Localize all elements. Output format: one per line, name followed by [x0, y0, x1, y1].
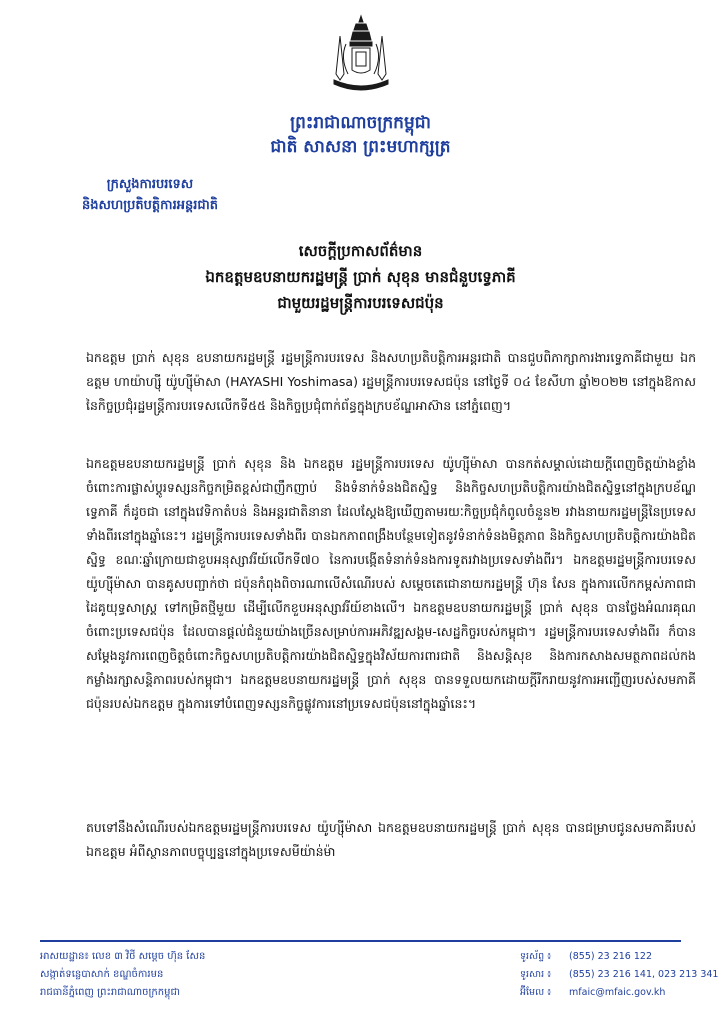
footer-fax: [520, 968, 719, 982]
phone-label: ទូរស័ព្ទ ៖: [520, 951, 552, 962]
email-label: អ៊ីមែល ៖: [520, 987, 552, 998]
footer-address-line: រាជធានីភ្នំពេញ ព្រះរាជាណាចក្រកម្ពុជា: [40, 987, 180, 998]
cambodia-royal-coat-of-arms-icon: [326, 14, 396, 96]
email-link[interactable]: mfaic@mfaic.gov.kh: [569, 987, 666, 998]
footer-address-line: សង្កាត់ទន្លេបាសាក់ ខណ្ឌចំការមន: [40, 969, 164, 980]
document-subtitle-line2: ជាមួយរដ្ឋមន្ត្រីការបរទេសជប៉ុន: [277, 294, 444, 312]
paragraph-3: តបទៅនឹងសំណើរបស់ឯកឧត្តមរដ្ឋមន្ត្រីការបរទេស យ៉ូហ្ស៊ីម៉ាសា ឯកឧត្តមឧបនាយករដ្ឋមន្ត្រី ប្រាក់ សុខុន បានជម្រាបជូនសមភាគីរបស់ឯកឧត្តម អំពីស្ថានភាពបច្ចុប្បន្ននៅក្នុងប្រទេសមីយ៉ាន់ម៉ា: [86, 820, 696, 859]
national-motto: ជាតិ សាសនា ព្រះមហាក្សត្រ: [270, 137, 451, 157]
phone-value: (855) 23 216 122: [569, 951, 652, 962]
body-text: [86, 346, 696, 874]
footer-email: [520, 986, 710, 1000]
paragraph-2: ឯកឧត្តមឧបនាយករដ្ឋមន្ត្រី ប្រាក់ សុខុន និង ឯកឧត្តម រដ្ឋមន្ត្រីការបរទេស យ៉ូហ្ស៊ីម៉ាសា បានកត់សម្គាល់ដោយក្តីពេញចិត្តយ៉ាងខ្លាំងចំពោះការផ្លាស់ប្តូរទស្សនកិច្ចកម្រិតខ្ពស់ជាញឹកញាប់ និងទំនាក់ទំនងជិតស្និទ្ធ និងកិច្ចសហប្រតិបត្តិការយ៉ាងជិតស្និទ្ធនៅក្នុងក្របខ័ណ្ឌទ្វេភាគី ក៏ដូចជា នៅក្នុងវេទិកាតំបន់ និងអន្តរជាតិនានា ដែលស្តែងឱ្យឃើញតាមរយៈកិច្ចប្រជុំកំពូលចំនួន២ រវាងនាយករដ្ឋមន្ត្រីនៃប្រទេសទាំងពីរនៅក្នុងឆ្នាំនេះ។ រដ្ឋមន្ត្រីការបរទេសទាំងពីរ បានឯកភាពពង្រឹងបន្ថែមទៀតនូវទំនាក់ទំនងមិត្តភាព និងកិច្ចសហប្រតិបត្តិការយ៉ាងជិតស្និទ្ធ ខណៈឆ្នាំក្រោយជាខួបអនុស្សាវរីយ៍លើកទី៧០ នៃការបង្កើតទំនាក់ទំនងការទូតរវាងប្រទេសទាំងពីរ។ ឯកឧត្តមរដ្ឋមន្ត្រីការបរទេស យ៉ូហ្ស៊ីម៉ាសា បានគូសបញ្ជាក់ថា ជប៉ុនកំពុងពិចារណាលើសំណើរបស់ សម្តេចតេជោនាយករដ្ឋមន្ត្រី ហ៊ុន សែន ក្នុងការលើកកម្ពស់ភាពជាដៃគូយុទ្ធសាស្ត្រ ទៅកម្រិតថ្មីមួយ ដើម្បីលើកខួបអនុស្សាវរីយ៍ខាងលើ។ ឯកឧត្តមឧបនាយករដ្ឋមន្ត្រី ប្រាក់ សុខុន បានថ្លែងអំណរគុណចំពោះប្រទេសជប៉ុន ដែលបានផ្តល់ជំនួយយ៉ាងច្រើនសម្រាប់ការអភិវឌ្ឍសង្គម-សេដ្ឋកិច្ចរបស់កម្ពុជា។ រដ្ឋមន្ត្រីការបរទេសទាំងពីរ ក៏បានសម្តែងនូវការពេញចិត្តចំពោះកិច្ចសហប្រតិបត្តិការយ៉ាងជិតស្និទ្ធក្នុងវិស័យការពារជាតិ និងសន្តិសុខ និងការកសាងសមត្ថភាពដល់កងកម្លាំងរក្សាសន្តិភាពរបស់កម្ពុជា។ ឯកឧត្តមឧបនាយករដ្ឋមន្ត្រី ប្រាក់ សុខុន បានទទួលយកដោយក្តីរីករាយនូវការអញ្ជើញរបស់សមភាគីជប៉ុនរបស់ឯកឧត្តម ក្នុងការទៅបំពេញទស្សនកិច្ចផ្លូវការនៅប្រទេសជប៉ុននៅក្នុងឆ្នាំនេះ។: [86, 456, 696, 711]
kingdom-name: ព្រះរាជាណាចក្រកម្ពុជា: [290, 113, 431, 133]
ministry-name: ក្រសួងការបរទេស: [106, 177, 194, 192]
footer-address-line: អាសយដ្ឋាន៖ លេខ ៣ វិថី សម្តេច ហ៊ុន សែន: [40, 951, 206, 962]
fax-value: (855) 23 216 141, 023 213 341: [569, 969, 719, 980]
document-subtitle: ឯកឧត្តមឧបនាយករដ្ឋមន្ត្រី ប្រាក់ សុខុន មានជំនួបទ្វេភាគី: [205, 268, 516, 286]
fax-label: ទូរសារ ៖: [520, 969, 552, 980]
footer-phone: [520, 950, 710, 964]
document-title: សេចក្តីប្រកាសព័ត៌មាន: [298, 242, 423, 260]
paragraph-1: ឯកឧត្តម ប្រាក់ សុខុន ឧបនាយករដ្ឋមន្ត្រី រដ្ឋមន្ត្រីការបរទេស និងសហប្រតិបត្តិការអន្តរជាតិ បានជួបពិភាក្សាការងារទ្វេភាគីជាមួយ ឯកឧត្តម ហាយ៉ាហ្ស៊ី យ៉ូហ្ស៊ីម៉ាសា (HAYASHI Yoshimasa) រដ្ឋមន្ត្រីការបរទេសជប៉ុន នៅថ្ងៃទី ០៤ ខែសីហា ឆ្នាំ២០២២ នៅក្នុងឱកាសនៃកិច្ចប្រជុំរដ្ឋមន្ត្រីការបរទេសលើកទី៥៥ និងកិច្ចប្រជុំពាក់ព័ន្ធក្នុងក្របខ័ណ្ឌអាស៊ាន នៅភ្នំពេញ។: [86, 350, 696, 413]
ministry-name-subtitle: និងសហប្រតិបត្តិការអន្តរជាតិ: [82, 198, 218, 213]
footer-divider: [40, 940, 681, 942]
